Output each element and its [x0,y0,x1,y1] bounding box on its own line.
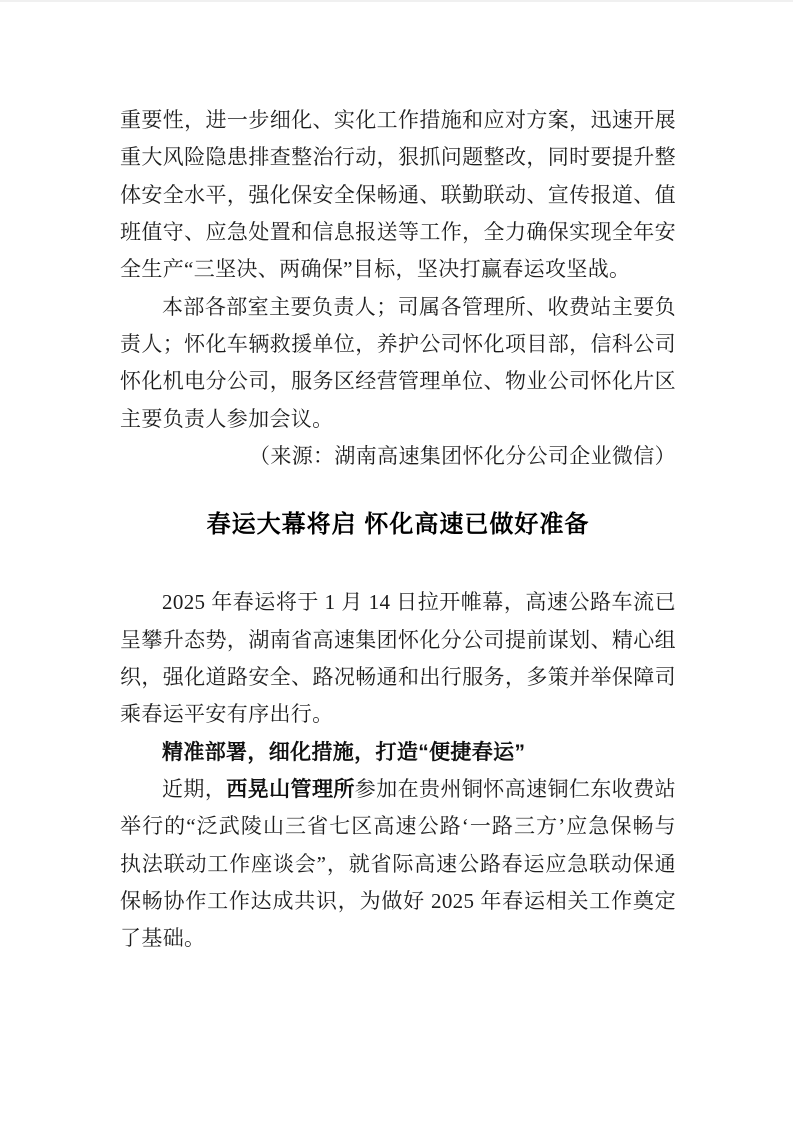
section-subheading: 精准部署，细化措施，打造“便捷春运” [162,740,526,764]
document-content [120,102,676,958]
paragraph-continuation: 重要性，进一步细化、实化工作措施和应对方案，迅速开展重大风险隐患排查整治行动，狠抓问题整改，同时要提升整体安全水平，强化保安全保畅通、联勤联动、宣传报道、值班值守、应急处置和信息报送等工作，全力确保实现全年安全生产“三坚决、两确保”目标，坚决打赢春运攻坚战。 [120,108,676,282]
article-title: 春运大幕将启 怀化高速已做好准备 [206,511,590,539]
source-line: （来源：湖南高速集团怀化分公司企业微信） [249,443,676,468]
paragraph-detail-prefix: 近期， [162,776,227,801]
paragraph-detail [120,771,676,958]
paragraph-intro: 2025 年春运将于 1 月 14 日拉开帷幕，高速公路车流已呈攀升态势，湖南省高速集团怀化分公司提前谋划、精心组织，强化道路安全、路况畅通和出行服务，多策并举保障司乘春运平安有序出行。 [120,590,676,727]
org-name-emphasis: 西晃山管理所 [226,777,355,801]
paragraph-attendees: 本部各部室主要负责人；司属各管理所、收费站主要负责人；怀化车辆救援单位，养护公司怀化项目部，信科公司怀化机电分公司，服务区经营管理单位、物业公司怀化片区主要负责人参加会议。 [120,294,676,431]
paragraph-detail-suffix: 参加在贵州铜怀高速铜仁东收费站举行的“泛武陵山三省七区高速公路‘一路三方’应急保畅与执法联动工作座谈会”，就省际高速公路春运应急联动保通保畅协作工作达成共识，为做好 2025 年春运相关工作奠定了基础。 [120,776,676,951]
